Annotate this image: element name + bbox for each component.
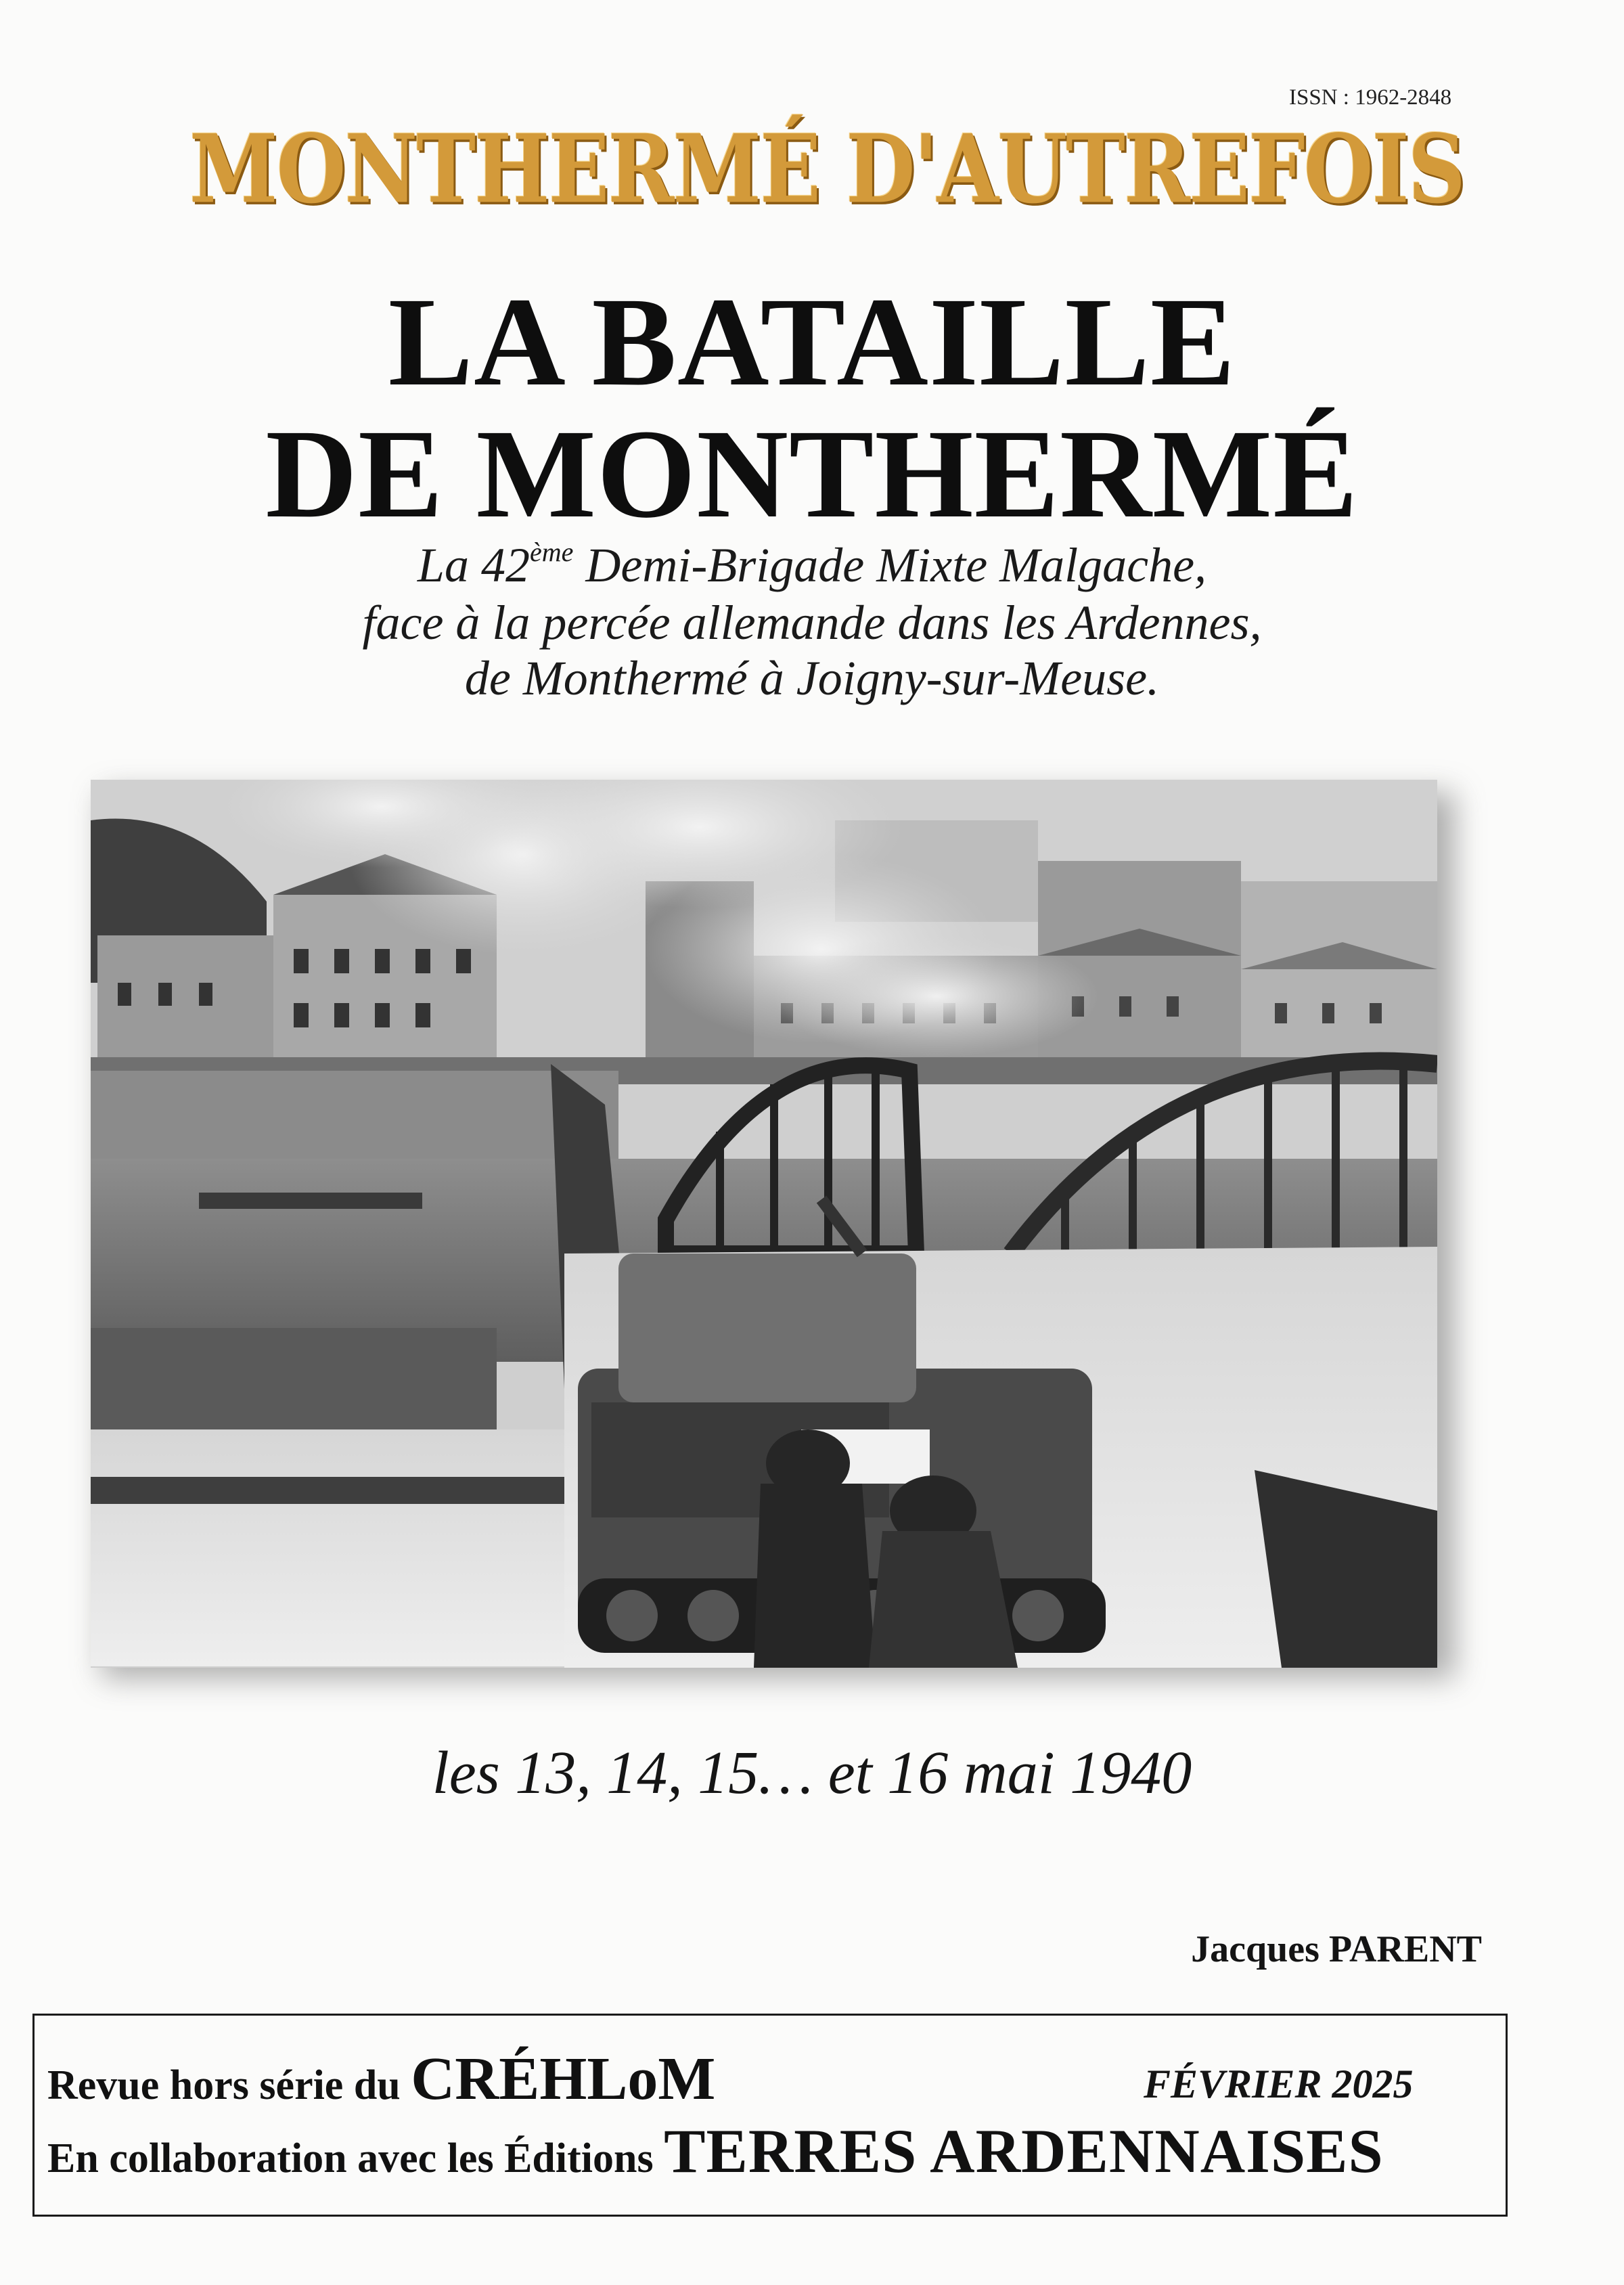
cover-photo	[91, 780, 1437, 1668]
series-title: MONTHERMÉ D'AUTREFOIS	[189, 113, 1464, 225]
subtitle-superscript: ème	[529, 537, 574, 567]
publication-date: FÉVRIER 2025	[1144, 2062, 1414, 2106]
main-title-line-2: DE MONTHERMÉ	[265, 403, 1359, 544]
footer-line-2	[47, 2115, 1384, 2187]
subtitle-suffix: Demi-Brigade Mixte Malgache,	[573, 538, 1207, 592]
footer-publisher: TERRES ARDENNAISES	[664, 2116, 1384, 2186]
footer-organization: CRÉHLoM	[411, 2045, 716, 2112]
footer-line-1-prefix: Revue hors série du	[47, 2062, 411, 2108]
subtitle-line-1	[135, 538, 1489, 592]
footer-line-1	[47, 2044, 715, 2114]
issn-label: ISSN : 1962-2848	[1289, 85, 1452, 110]
author-name: Jacques PARENT	[1191, 1928, 1482, 1970]
war-photo-illustration	[91, 780, 1437, 1668]
subtitle-prefix: La 42	[417, 538, 530, 592]
footer-line-2-prefix: En collaboration avec les Éditions	[47, 2135, 664, 2181]
battle-dates: les 13, 14, 15… et 16 mai 1940	[432, 1739, 1192, 1806]
subtitle-line-2: face à la percée allemande dans les Ardennes,	[362, 596, 1262, 650]
subtitle-line-3: de Monthermé à Joigny-sur-Meuse.	[464, 651, 1160, 705]
main-title-line-1: LA BATAILLE	[388, 271, 1236, 412]
